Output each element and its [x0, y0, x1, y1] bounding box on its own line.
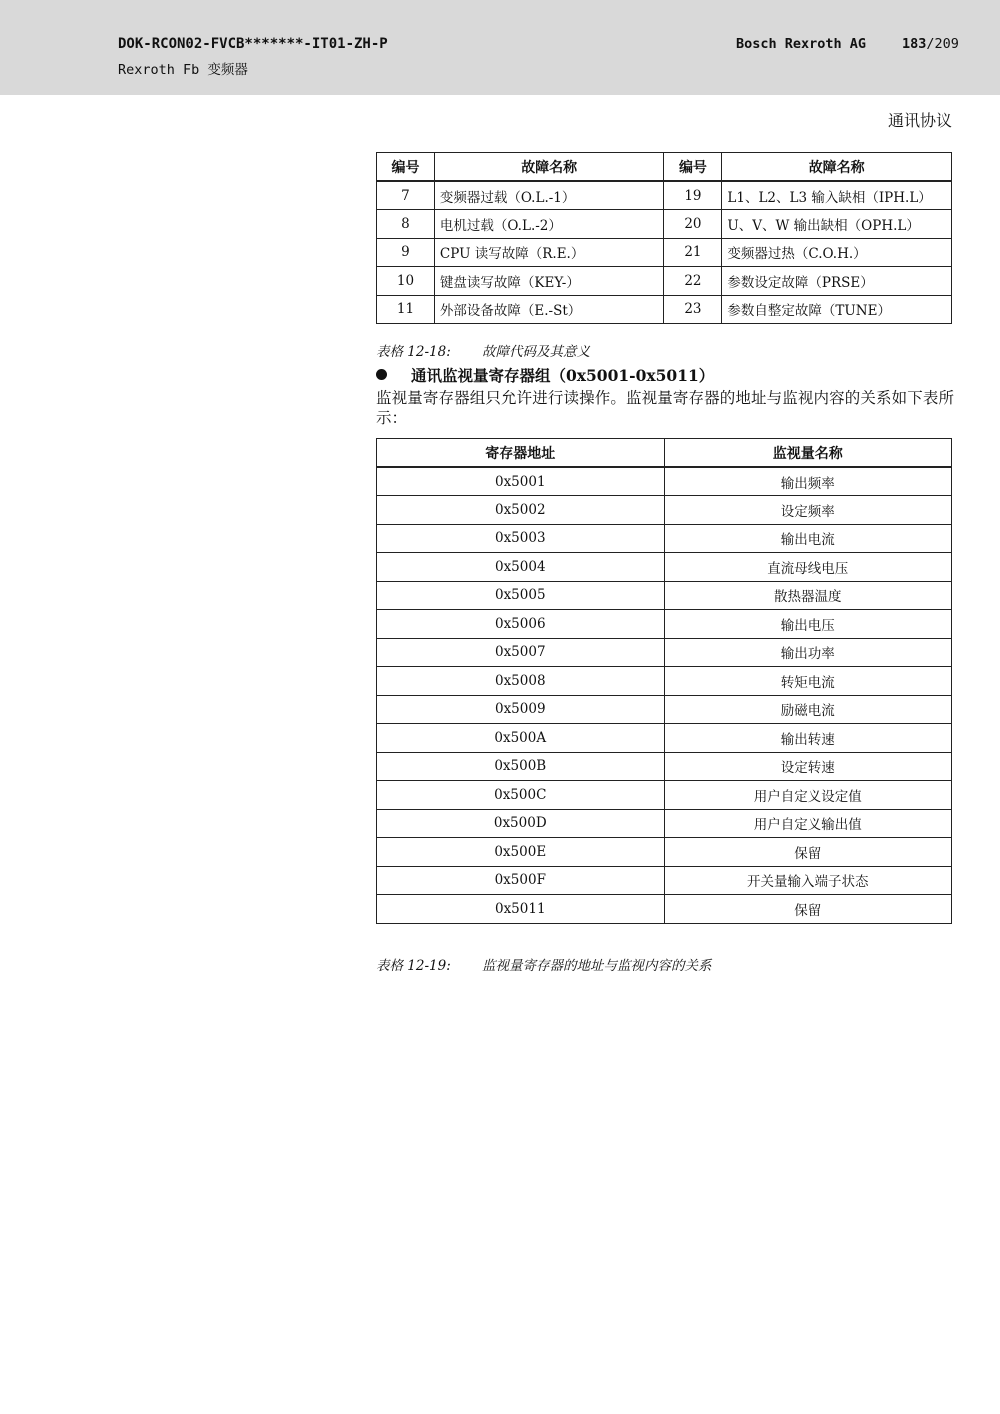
fault-number-cell: 23: [664, 295, 722, 324]
register-table: [376, 438, 952, 924]
register-address-cell: 0x5002: [377, 496, 665, 525]
caption-label: 表格 12-19:: [376, 958, 451, 974]
company-name: Bosch Rexroth AG: [736, 36, 867, 52]
monitor-name-cell: 输出电流: [664, 524, 951, 553]
monitor-name-cell: 设定转速: [664, 752, 951, 781]
fault-name-cell: 变频器过载（O.L.-1）: [434, 181, 664, 210]
table-row: [377, 610, 952, 639]
table-row: [377, 553, 952, 582]
table-row: [377, 752, 952, 781]
table-row: [377, 210, 952, 239]
monitor-name-cell: 保留: [664, 838, 951, 867]
fault-name-cell: 键盘读写故障（KEY-）: [434, 267, 664, 296]
caption-title: 故障代码及其意义: [482, 344, 590, 360]
table-row: [377, 524, 952, 553]
fault-code-table: [376, 152, 952, 324]
register-address-cell: 0x5005: [377, 581, 665, 610]
monitor-name-cell: 用户自定义输出值: [664, 809, 951, 838]
document-id: DOK-RCON02-FVCB*******-IT01-ZH-P: [118, 36, 388, 52]
table-header-row: [377, 153, 952, 182]
page-number: [902, 36, 959, 52]
table-row: [377, 267, 952, 296]
column-header: 寄存器地址: [377, 439, 665, 468]
product-name: Rexroth Fb 变频器: [118, 62, 248, 78]
register-address-cell: 0x5009: [377, 695, 665, 724]
table-row: [377, 181, 952, 210]
monitor-name-cell: 输出电压: [664, 610, 951, 639]
monitor-name-cell: 设定频率: [664, 496, 951, 525]
register-address-cell: 0x500B: [377, 752, 665, 781]
fault-number-cell: 21: [664, 238, 722, 267]
fault-name-cell: 变频器过热（C.O.H.）: [722, 238, 952, 267]
table-row: [377, 838, 952, 867]
table-row: [377, 467, 952, 496]
register-address-cell: 0x5011: [377, 895, 665, 924]
caption-title: 监视量寄存器的地址与监视内容的关系: [482, 958, 712, 974]
column-header: 监视量名称: [664, 439, 951, 468]
monitor-name-cell: 散热器温度: [664, 581, 951, 610]
fault-number-cell: 9: [377, 238, 435, 267]
fault-name-cell: U、V、W 输出缺相（OPH.L）: [722, 210, 952, 239]
monitor-name-cell: 输出频率: [664, 467, 951, 496]
column-header: 故障名称: [722, 153, 952, 182]
fault-name-cell: 参数设定故障（PRSE）: [722, 267, 952, 296]
fault-number-cell: 19: [664, 181, 722, 210]
monitor-name-cell: 用户自定义设定值: [664, 781, 951, 810]
fault-number-cell: 10: [377, 267, 435, 296]
monitor-name-cell: 转矩电流: [664, 667, 951, 696]
table-row: [377, 496, 952, 525]
register-address-cell: 0x5006: [377, 610, 665, 639]
fault-name-cell: L1、L2、L3 输入缺相（IPH.L）: [722, 181, 952, 210]
register-address-cell: 0x500A: [377, 724, 665, 753]
register-address-cell: 0x500D: [377, 809, 665, 838]
fault-number-cell: 7: [377, 181, 435, 210]
table-row: [377, 667, 952, 696]
fault-number-cell: 20: [664, 210, 722, 239]
page-header: [0, 0, 1000, 95]
table-row: [377, 695, 952, 724]
table-row: [377, 895, 952, 924]
fault-name-cell: 参数自整定故障（TUNE）: [722, 295, 952, 324]
table-row: [377, 781, 952, 810]
register-address-cell: 0x5007: [377, 638, 665, 667]
column-header: 编号: [664, 153, 722, 182]
table-row: [377, 581, 952, 610]
fault-name-cell: 电机过载（O.L.-2）: [434, 210, 664, 239]
register-address-cell: 0x500F: [377, 866, 665, 895]
monitor-name-cell: 直流母线电压: [664, 553, 951, 582]
column-header: 故障名称: [434, 153, 664, 182]
monitor-name-cell: 输出转速: [664, 724, 951, 753]
table-row: [377, 295, 952, 324]
column-header: 编号: [377, 153, 435, 182]
fault-number-cell: 22: [664, 267, 722, 296]
monitor-name-cell: 开关量输入端子状态: [664, 866, 951, 895]
fault-name-cell: CPU 读写故障（R.E.）: [434, 238, 664, 267]
page-total: /209: [926, 36, 959, 52]
register-address-cell: 0x5003: [377, 524, 665, 553]
table-row: [377, 866, 952, 895]
fault-table-caption: [376, 340, 590, 360]
register-address-cell: 0x5001: [377, 467, 665, 496]
section-paragraph: 监视量寄存器组只允许进行读操作。监视量寄存器的地址与监视内容的关系如下表所示：: [376, 389, 954, 427]
page-current: 183: [902, 36, 927, 52]
fault-name-cell: 外部设备故障（E.-St）: [434, 295, 664, 324]
monitor-name-cell: 输出功率: [664, 638, 951, 667]
register-address-cell: 0x500C: [377, 781, 665, 810]
fault-number-cell: 8: [377, 210, 435, 239]
register-table-caption: [376, 954, 712, 974]
bullet-icon: [376, 369, 387, 380]
register-address-cell: 0x5008: [377, 667, 665, 696]
register-address-cell: 0x500E: [377, 838, 665, 867]
register-address-cell: 0x5004: [377, 553, 665, 582]
caption-label: 表格 12-18:: [376, 344, 451, 360]
table-header-row: [377, 439, 952, 468]
section-title: 通讯监视量寄存器组（0x5001-0x5011）: [411, 366, 715, 385]
monitor-name-cell: 励磁电流: [664, 695, 951, 724]
fault-number-cell: 11: [377, 295, 435, 324]
table-row: [377, 238, 952, 267]
table-row: [377, 809, 952, 838]
table-row: [377, 724, 952, 753]
section-label: 通讯协议: [887, 111, 952, 130]
table-row: [377, 638, 952, 667]
section-heading: [376, 364, 714, 386]
monitor-name-cell: 保留: [664, 895, 951, 924]
